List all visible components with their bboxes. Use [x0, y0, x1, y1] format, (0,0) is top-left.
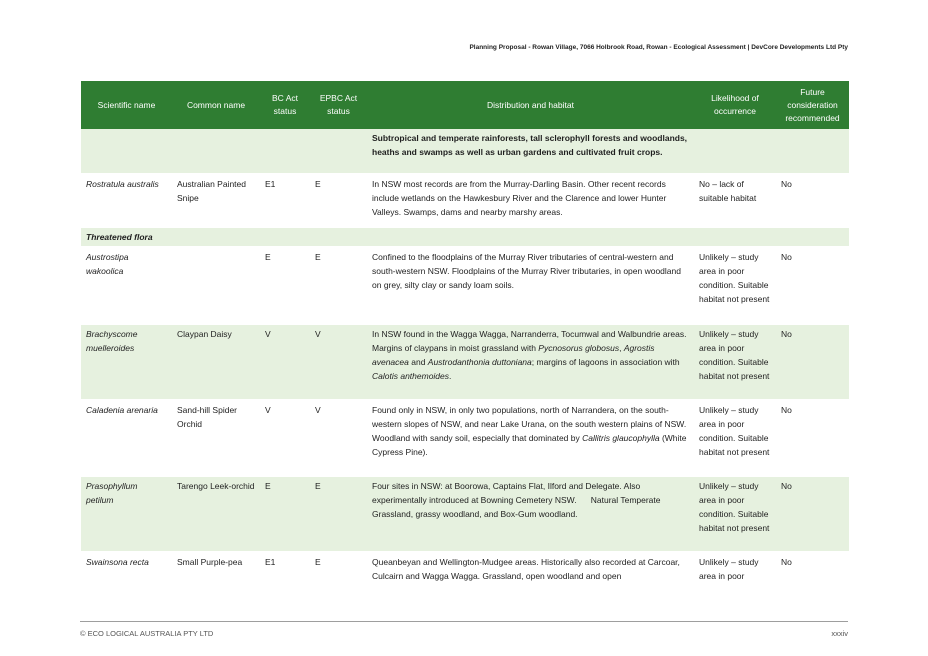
- future-cell: No: [776, 324, 849, 400]
- col-header-likelihood: Likelihood of occurrence: [694, 81, 776, 129]
- future-cell: No: [776, 552, 849, 586]
- col-header-common-name: Common name: [172, 81, 260, 129]
- table-row-caladenia: [81, 400, 849, 476]
- habitat-cell: In NSW found in the Wagga Wagga, Narranderra, Tocumwal and Walbundrie areas. Margins of claypans in moist grassland with Pycnosorus globosus, Agrostis avenacea and Austrodanthonia duttoniana; margins of lagoons in association with Calotis anthemoides.: [367, 324, 694, 400]
- scientific-name-cell: Brachyscome muelleroides: [81, 324, 172, 400]
- table-row-brachyscome: [81, 324, 849, 400]
- likelihood-cell: Unlikely – study area in poor condition. Suitable habitat not present: [694, 476, 776, 552]
- col-header-bc-act-status: BC Act status: [260, 81, 310, 129]
- scientific-name-cell: Swainsona recta: [81, 552, 172, 586]
- future-cell: No: [776, 174, 849, 227]
- col-header-scientific-name: Scientific name: [81, 81, 172, 129]
- future-cell: No: [776, 247, 849, 324]
- epbc-status-cell: E: [310, 174, 367, 227]
- future-cell: No: [776, 476, 849, 552]
- footer-divider: [80, 621, 848, 622]
- table-header-row: [81, 81, 849, 129]
- epbc-status-cell: V: [310, 324, 367, 400]
- scientific-name-cell: Caladenia arenaria: [81, 400, 172, 476]
- section-title-threatened-flora: Threatened flora: [81, 227, 849, 247]
- footer-copyright: © ECO LOGICAL AUSTRALIA PTY LTD: [80, 629, 214, 638]
- epbc-status-cell: V: [310, 400, 367, 476]
- col-header-future-consideration: Future consideration recommended: [776, 81, 849, 129]
- bc-status-cell: V: [260, 324, 310, 400]
- likelihood-cell: Unlikely – study area in poor condition. Suitable habitat not present: [694, 400, 776, 476]
- bc-status-cell: E: [260, 476, 310, 552]
- habitat-cell: Confined to the floodplains of the Murray River tributaries of central-western and south-western NSW. Floodplains of the Murray River tributaries, in open woodland on grey, silty clay or sandy loam soils.: [367, 247, 694, 324]
- bc-status-cell: E1: [260, 552, 310, 586]
- common-name-cell: Tarengo Leek-orchid: [172, 476, 260, 552]
- scientific-name-cell: Austrostipa wakoolica: [81, 247, 172, 324]
- page-number: xxxiv: [831, 629, 848, 638]
- epbc-status-cell: E: [310, 552, 367, 586]
- col-header-distribution-habitat: Distribution and habitat: [367, 81, 694, 129]
- likelihood-cell: Unlikely – study area in poor: [694, 552, 776, 586]
- epbc-status-cell: E: [310, 476, 367, 552]
- habitat-cell: Queanbeyan and Wellington-Mudgee areas. Historically also recorded at Carcoar, Culcairn and Wagga Wagga. Grassland, open woodland and open: [367, 552, 694, 586]
- common-name-cell: Claypan Daisy: [172, 324, 260, 400]
- habitat-cell: Subtropical and temperate rainforests, tall sclerophyll forests and woodlands, heaths and swamps as well as urban gardens and cultivated fruit crops.: [367, 129, 694, 174]
- scientific-name-cell: Prasophyllum petilum: [81, 476, 172, 552]
- future-cell: No: [776, 400, 849, 476]
- bc-status-cell: V: [260, 400, 310, 476]
- common-name-cell: Australian Painted Snipe: [172, 174, 260, 227]
- habitat-cell: Four sites in NSW: at Boorowa, Captains Flat, Ilford and Delegate. Also experimentally introduced at Bowning Cemetery NSW. Natural Temperate Grassland, grassy woodland, and Box-Gum woodland.: [367, 476, 694, 552]
- epbc-status-cell: E: [310, 247, 367, 324]
- habitat-cell: Found only in NSW, in only two populations, north of Narrandera, on the south-western slopes of NSW, and near Lake Urana, on the south western plains of NSW. Woodland with sandy soil, especially that dominated by Callitris glaucophylla (White Cypress Pine).: [367, 400, 694, 476]
- table-row-continuation: [81, 129, 849, 174]
- species-table: [81, 81, 849, 587]
- scientific-name-cell: Rostratula australis: [81, 174, 172, 227]
- table-row-austrostipa: [81, 247, 849, 324]
- likelihood-cell: No – lack of suitable habitat: [694, 174, 776, 227]
- table-row-rostratula: [81, 174, 849, 227]
- common-name-cell: [172, 247, 260, 324]
- common-name-cell: Small Purple-pea: [172, 552, 260, 586]
- bc-status-cell: E1: [260, 174, 310, 227]
- habitat-cell: In NSW most records are from the Murray-Darling Basin. Other recent records include wetlands on the Hawkesbury River and the Clarence and lower Hunter Valleys. Swamps, dams and nearby marshy areas.: [367, 174, 694, 227]
- document-header: Planning Proposal - Rowan Village, 7066 Holbrook Road, Rowan - Ecological Assessment | DevCore Developments Ltd Pty: [469, 44, 848, 51]
- col-header-epbc-act-status: EPBC Act status: [310, 81, 367, 129]
- table-row-prasophyllum: [81, 476, 849, 552]
- bc-status-cell: E: [260, 247, 310, 324]
- likelihood-cell: Unlikely – study area in poor condition. Suitable habitat not present: [694, 324, 776, 400]
- table-section-row: [81, 227, 849, 247]
- table-row-swainsona: [81, 552, 849, 586]
- likelihood-cell: Unlikely – study area in poor condition. Suitable habitat not present: [694, 247, 776, 324]
- common-name-cell: Sand-hill Spider Orchid: [172, 400, 260, 476]
